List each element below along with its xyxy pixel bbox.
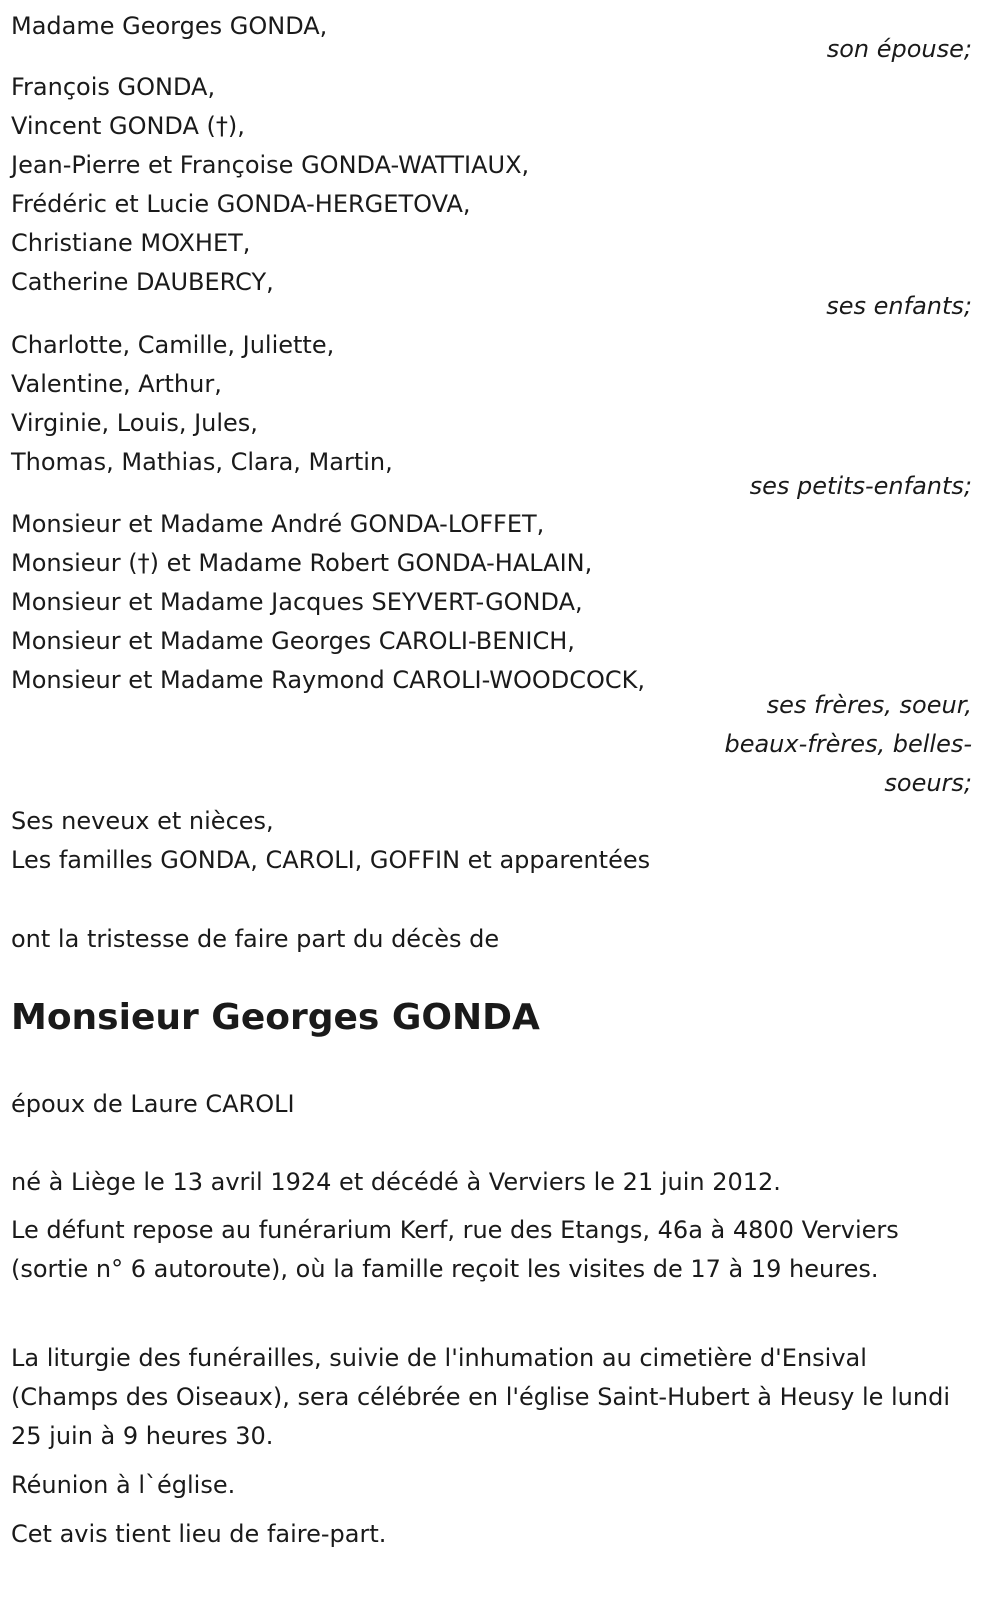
child-name: Christiane MOXHET, <box>11 229 251 257</box>
deceased-name: Monsieur Georges GONDA <box>11 997 540 1038</box>
child-name: Jean-Pierre et Françoise GONDA-WATTIAUX, <box>11 151 530 179</box>
visitation-paragraph: Le défunt repose au funérarium Kerf, rue des Etangs, 46a à 4800 Verviers (sortie n° 6 autoroute), où la famille reçoit les visites de 17 à 19 heures. <box>11 1216 899 1283</box>
child-name: Catherine DAUBERCY, <box>11 268 274 296</box>
notice-paragraph: Cet avis tient lieu de faire-part. <box>11 1520 387 1548</box>
grandchild-names: Charlotte, Camille, Juliette, <box>11 331 335 359</box>
sibling-name: Monsieur et Madame Raymond CAROLI-WOODCOCK, <box>11 666 646 694</box>
children-relation: ses enfants; <box>826 292 972 320</box>
spouse-relation: son épouse; <box>826 35 972 63</box>
gathering-paragraph: Réunion à l`église. <box>11 1471 236 1499</box>
sibling-name: Monsieur et Madame Georges CAROLI-BENICH, <box>11 627 575 655</box>
siblings-relation: soeurs; <box>884 769 972 797</box>
child-name: François GONDA, <box>11 73 216 101</box>
funeral-paragraph: La liturgie des funérailles, suivie de l'inhumation au cimetière d'Ensival (Champs des Oiseaux), sera célébrée en l'église Saint-Hubert à Heusy le lundi 25 juin à 9 heures 30. <box>11 1344 950 1450</box>
announcement: ont la tristesse de faire part du décès de <box>11 925 500 953</box>
child-name: Frédéric et Lucie GONDA-HERGETOVA, <box>11 190 471 218</box>
sibling-name: Monsieur et Madame André GONDA-LOFFET, <box>11 510 545 538</box>
child-name: Vincent GONDA (†), <box>11 112 245 140</box>
spouse-line: époux de Laure CAROLI <box>11 1090 295 1118</box>
grandchild-names: Thomas, Mathias, Clara, Martin, <box>11 448 393 476</box>
siblings-relation: beaux-frères, belles- <box>724 730 972 758</box>
other-relatives: Les familles GONDA, CAROLI, GOFFIN et apparentées <box>11 846 651 874</box>
birth-death-paragraph: né à Liège le 13 avril 1924 et décédé à Verviers le 21 juin 2012. <box>11 1168 781 1196</box>
siblings-relation: ses frères, soeur, <box>766 691 972 719</box>
other-relatives: Ses neveux et nièces, <box>11 807 274 835</box>
spouse-name: Madame Georges GONDA, <box>11 12 328 40</box>
grandchildren-relation: ses petits-enfants; <box>749 472 972 500</box>
grandchild-names: Virginie, Louis, Jules, <box>11 409 258 437</box>
grandchild-names: Valentine, Arthur, <box>11 370 222 398</box>
sibling-name: Monsieur et Madame Jacques SEYVERT-GONDA, <box>11 588 583 616</box>
sibling-name: Monsieur (†) et Madame Robert GONDA-HALAIN, <box>11 549 593 577</box>
